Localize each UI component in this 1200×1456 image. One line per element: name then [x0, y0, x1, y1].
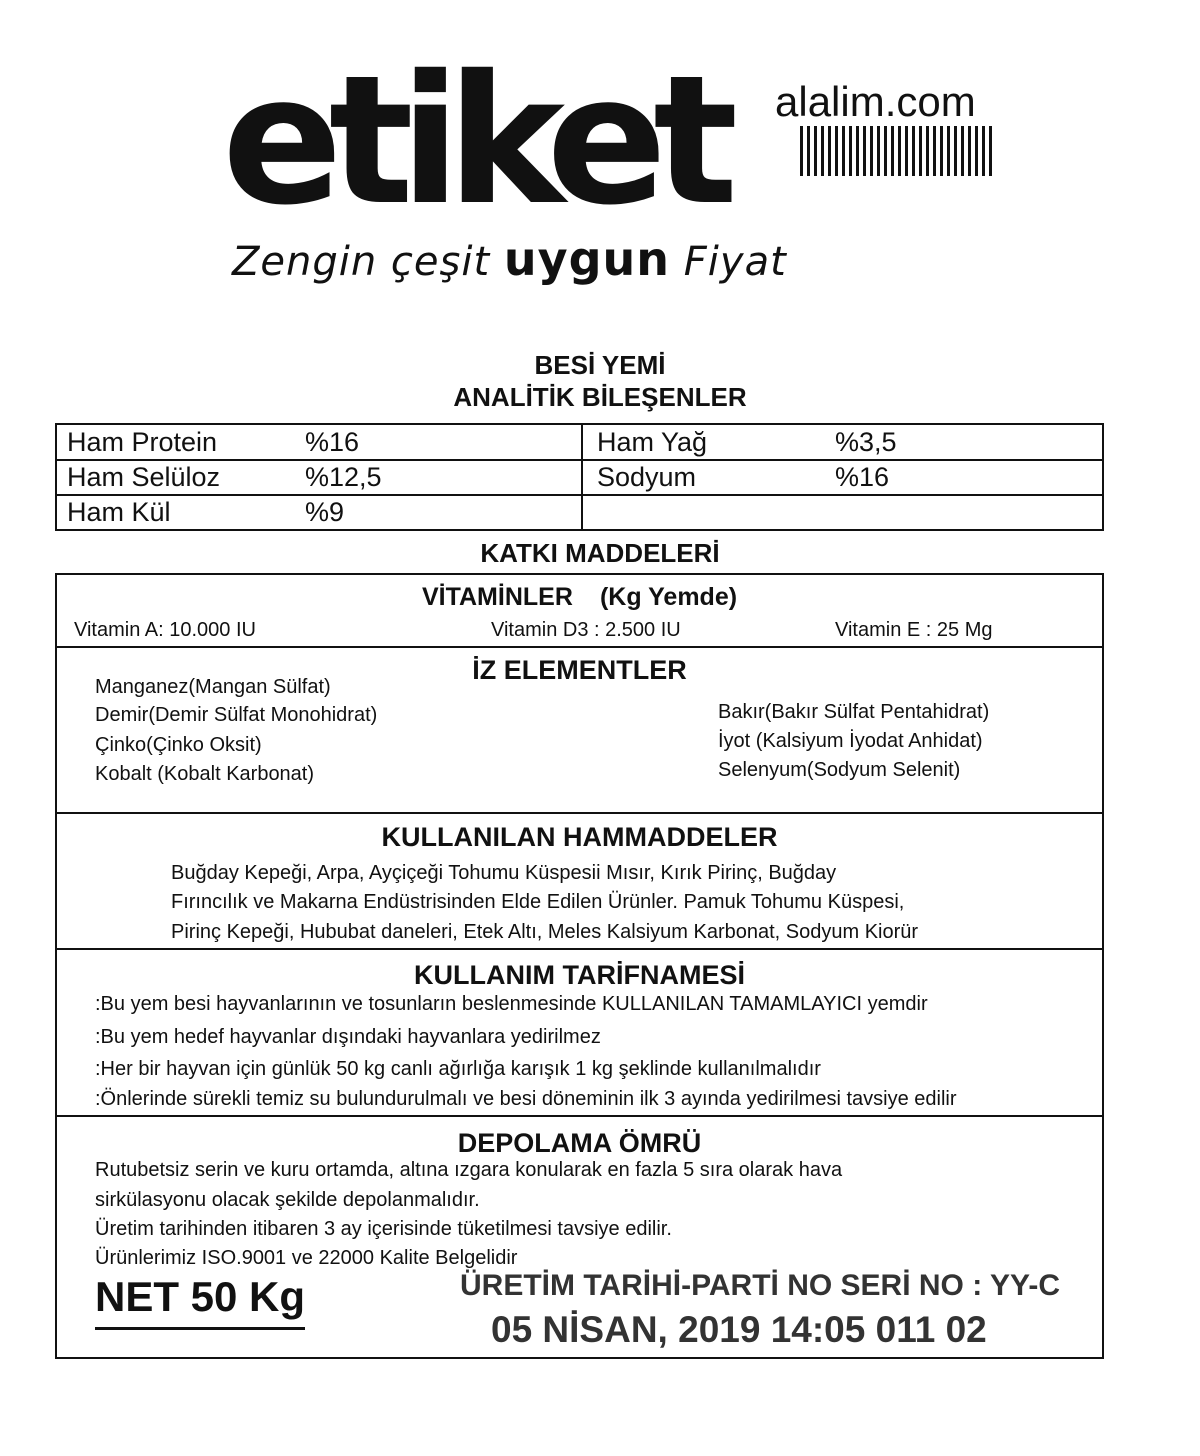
production-label: ÜRETİM TARİHİ-PARTİ NO SERİ NO : YY-C: [460, 1269, 1061, 1302]
vitamin-item: Vitamin A: 10.000 IU: [74, 619, 256, 641]
trace-item: Selenyum(Sodyum Selenit): [718, 759, 961, 781]
divider: [57, 948, 1102, 950]
product-title: BESİ YEMİ: [534, 350, 666, 380]
additives-title: KATKI MADDELERİ: [480, 538, 720, 568]
analytic-label: Ham Protein: [67, 427, 218, 457]
trace-title: İZ ELEMENTLER: [472, 655, 687, 685]
raw-line: Buğday Kepeği, Arpa, Ayçiçeği Tohumu Küspesii Mısır, Kırık Pirinç, Buğday: [171, 862, 837, 884]
production-value: 05 NİSAN, 2019 14:05 011 02: [491, 1309, 987, 1350]
slogan-part-1: Zengin çeşit: [232, 239, 504, 285]
raw-title: KULLANILAN HAMMADDELER: [381, 822, 778, 852]
storage-line: Rutubetsiz serin ve kuru ortamda, altına ızgara konularak en fazla 5 sıra olarak hava: [95, 1159, 843, 1181]
analytic-label: Sodyum: [597, 462, 697, 492]
vitamins-title: VİTAMİNLER: [421, 583, 573, 611]
trace-item: Bakır(Bakır Sülfat Pentahidrat): [718, 701, 990, 723]
trace-item: Demir(Demir Sülfat Monohidrat): [95, 704, 378, 726]
vitamins-heading: [57, 583, 1102, 612]
storage-title: DEPOLAMA ÖMRÜ: [457, 1128, 702, 1158]
trace-item: Manganez(Mangan Sülfat): [95, 676, 331, 698]
analytic-label: Ham Kül: [67, 497, 171, 527]
slogan: [232, 232, 787, 286]
usage-line: :Bu yem besi hayvanlarının ve tosunların beslenmesinde KULLANILAN TAMAMLAYICI yemdir: [95, 993, 928, 1015]
usage-line: :Bu yem hedef hayvanlar dışındaki hayvanlara yedirilmez: [95, 1026, 601, 1048]
raw-line: Fırıncılık ve Makarna Endüstrisinden Elde Edilen Ürünler. Pamuk Tohumu Küspesi,: [171, 891, 905, 913]
analytic-value: %3,5: [835, 427, 897, 457]
trace-item: Kobalt (Kobalt Karbonat): [95, 763, 315, 785]
divider: [57, 1115, 1102, 1117]
logo-wordmark: etiket: [222, 37, 725, 244]
usage-line: :Her bir hayvan için günlük 50 kg canlı ağırlığa karışık 1 kg şeklinde kullanılmalıdır: [95, 1058, 821, 1080]
vitamin-item: Vitamin D3 : 2.500 IU: [491, 619, 681, 641]
analytic-label: Ham Yağ: [597, 427, 708, 457]
storage-line: Üretim tarihinden itibaren 3 ay içerisinde tüketilmesi tavsiye edilir.: [95, 1218, 672, 1240]
vitamin-item: Vitamin E : 25 Mg: [835, 619, 993, 641]
analytic-value: %12,5: [305, 462, 382, 492]
analytic-value: %16: [305, 427, 360, 457]
details-box: [55, 573, 1104, 1359]
storage-line: sirkülasyonu olacak şekilde depolanmalıdır.: [95, 1189, 480, 1211]
trace-item: Çinko(Çinko Oksit): [95, 734, 262, 756]
usage-title: KULLANIM TARİFNAMESİ: [414, 960, 745, 990]
analytic-label: Ham Selüloz: [67, 462, 221, 492]
net-weight: NET 50 Kg: [95, 1273, 305, 1330]
vitamins-subtitle: (Kg Yemde): [599, 583, 738, 611]
divider: [57, 812, 1102, 814]
barcode-graphic: [800, 126, 995, 176]
storage-line: Ürünlerimiz ISO.9001 ve 22000 Kalite Belgelidir: [95, 1247, 518, 1269]
slogan-part-3: Fiyat: [670, 239, 787, 285]
analytic-table: [55, 423, 1104, 531]
analytic-title: ANALİTİK BİLEŞENLER: [453, 382, 747, 412]
divider: [57, 646, 1102, 648]
analytic-value: %16: [835, 462, 890, 492]
logo-site: alalim.com: [775, 78, 976, 125]
analytic-value: %9: [305, 497, 345, 527]
trace-item: İyot (Kalsiyum İyodat Anhidat): [718, 730, 983, 752]
raw-line: Pirinç Kepeği, Hububat daneleri, Etek Altı, Meles Kalsiyum Karbonat, Sodyum Kiorür: [171, 921, 919, 943]
usage-line: :Önlerinde sürekli temiz su bulundurulmalı ve besi döneminin ilk 3 ayında yedirilmesi tavsiye edilir: [95, 1088, 957, 1110]
slogan-part-2: uygun: [503, 232, 671, 286]
